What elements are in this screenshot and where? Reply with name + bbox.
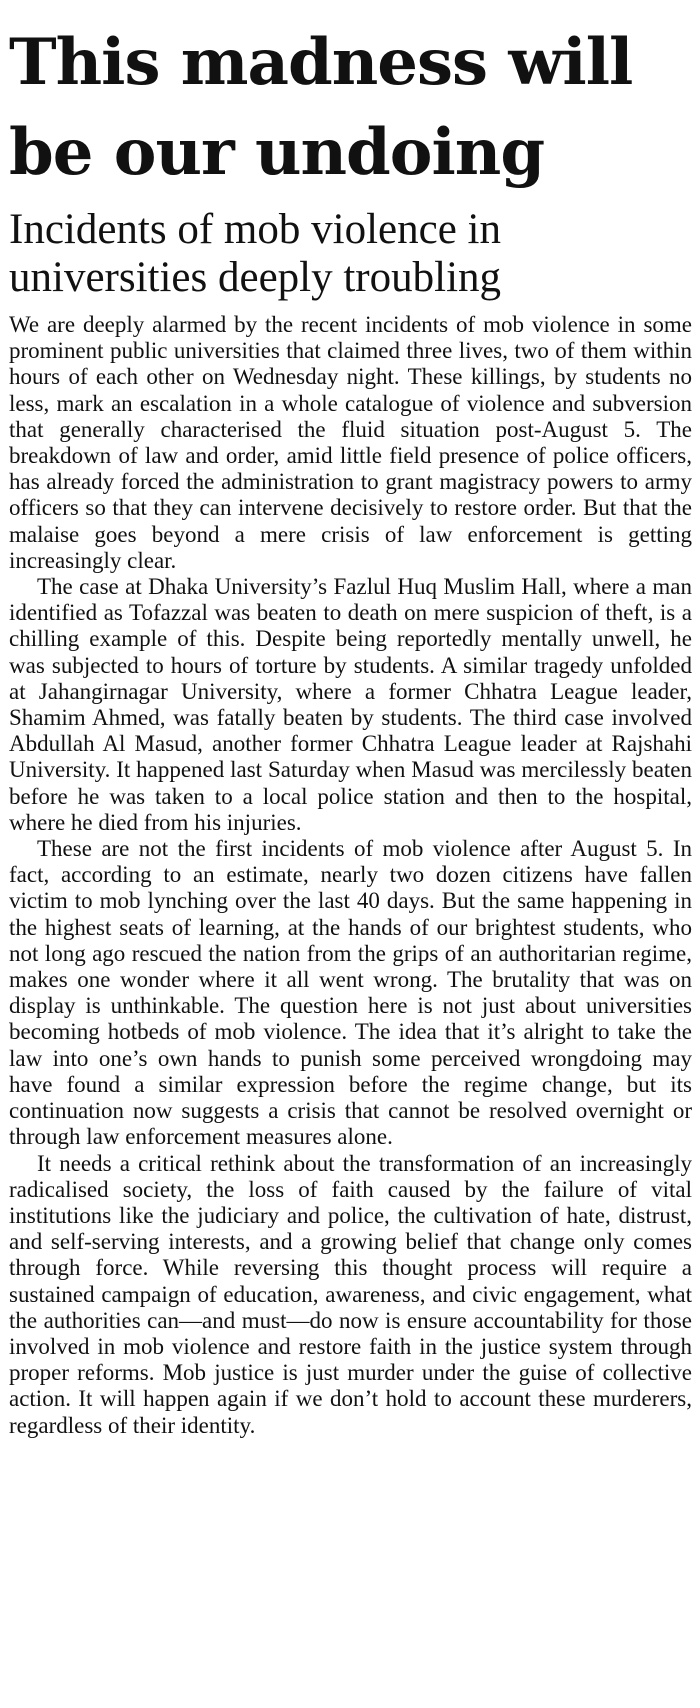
headline: This madness will be our undoing: [9, 25, 633, 190]
standfirst: Incidents of mob violence in universities deeply troubling: [9, 206, 502, 301]
article-body: [9, 312, 692, 1439]
editorial-article: [9, 18, 692, 1439]
body-paragraph-2: The case at Dhaka University’s Fazlul Huq Muslim Hall, where a man identified as Tofazzal was beaten to death on mere suspicion of theft, is a chilling example of this. Despite being reportedly mentally unwell, he was subjected to hours of torture by students. A similar tragedy unfolded at Jahangirnagar University, where a former Chhatra League leader, Shamim Ahmed, was fatally beaten by students. The third case involved Abdullah Al Masud, another former Chhatra League leader at Rajshahi University. It happened last Saturday when Masud was mercilessly beaten before he was taken to a local police station and then to the hospital, where he died from his injuries.: [9, 574, 692, 835]
body-paragraph-1: We are deeply alarmed by the recent incidents of mob violence in some prominent public universities that claimed three lives, two of them within hours of each other on Wednesday night. These killings, by students no less, mark an escalation in a whole catalogue of violence and subversion that generally characterised the fluid situation post-August 5. The breakdown of law and order, amid little field presence of police officers, has already forced the administration to grant magistracy powers to army officers so that they can intervene decisively to restore order. But that the malaise goes beyond a mere crisis of law enforcement is getting increasingly clear.: [9, 312, 692, 573]
body-paragraph-4: It needs a critical rethink about the transformation of an increasingly radicalised society, the loss of faith caused by the failure of vital institutions like the judiciary and police, the cultivation of hate, distrust, and self-serving interests, and a growing belief that change only comes through force. While reversing this thought process will require a sustained campaign of education, awareness, and civic engagement, what the authorities can—and must—do now is ensure accountability for those involved in mob violence and restore faith in the justice system through proper reforms. Mob justice is just murder under the guise of collective action. It will happen again if we don’t hold to account these murderers, regardless of their identity.: [9, 1150, 692, 1438]
body-paragraph-3: These are not the first incidents of mob violence after August 5. In fact, according to an estimate, nearly two dozen citizens have fallen victim to mob lynching over the last 40 days. But the same happening in the highest seats of learning, at the hands of our brightest students, who not long ago rescued the nation from the grips of an authoritarian regime, makes one wonder where it all went wrong. The brutality that was on display is unthinkable. The question here is not just about universities becoming hotbeds of mob violence. The idea that it’s alright to take the law into one’s own hands to punish some perceived wrongdoing may have found a similar expression before the regime change, but its continuation now suggests a crisis that cannot be resolved overnight or through law enforcement measures alone.: [9, 836, 692, 1150]
